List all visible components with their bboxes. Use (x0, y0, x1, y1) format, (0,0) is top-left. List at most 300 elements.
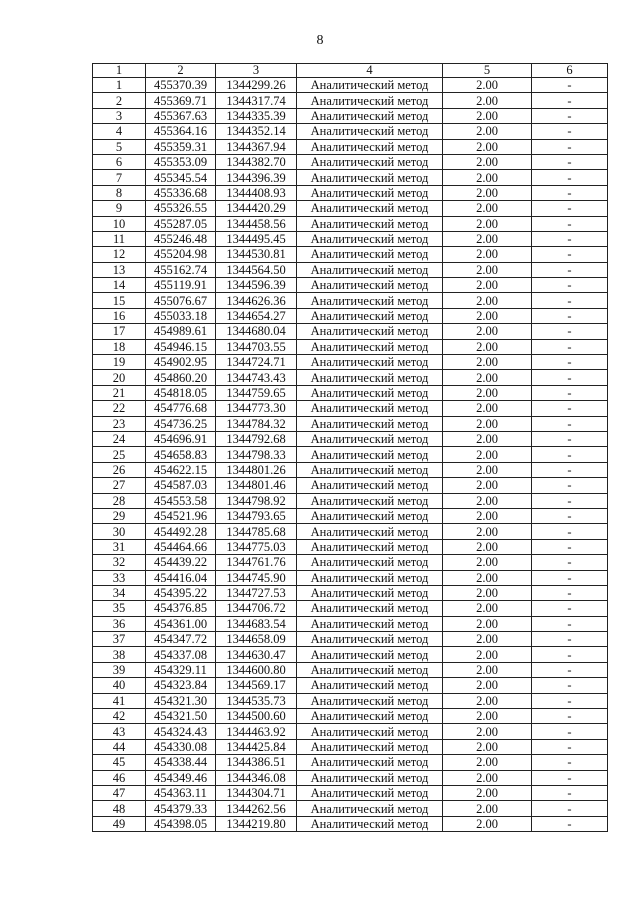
coordinate-y-cell: 1344724.71 (216, 355, 297, 370)
point-number-cell: 43 (93, 724, 146, 739)
accuracy-cell: 2.00 (443, 493, 532, 508)
coordinate-y-cell: 1344425.84 (216, 739, 297, 754)
note-cell: - (532, 401, 608, 416)
point-number-cell: 35 (93, 601, 146, 616)
method-cell: Аналитический метод (297, 539, 443, 554)
table-row (93, 93, 608, 108)
note-cell: - (532, 355, 608, 370)
coordinate-x-cell: 455353.09 (146, 154, 216, 169)
accuracy-cell: 2.00 (443, 170, 532, 185)
coordinate-x-cell: 455033.18 (146, 308, 216, 323)
coordinate-y-cell: 1344801.26 (216, 462, 297, 477)
method-cell: Аналитический метод (297, 478, 443, 493)
table-row (93, 308, 608, 323)
coordinate-x-cell: 454379.33 (146, 801, 216, 816)
table-row (93, 524, 608, 539)
accuracy-cell: 2.00 (443, 801, 532, 816)
note-cell: - (532, 601, 608, 616)
note-cell: - (532, 785, 608, 800)
coordinate-y-cell: 1344626.36 (216, 293, 297, 308)
coordinate-x-cell: 454521.96 (146, 508, 216, 523)
accuracy-cell: 2.00 (443, 632, 532, 647)
coordinate-y-cell: 1344706.72 (216, 601, 297, 616)
method-cell: Аналитический метод (297, 601, 443, 616)
coordinate-x-cell: 454416.04 (146, 570, 216, 585)
table-row (93, 231, 608, 246)
point-number-cell: 36 (93, 616, 146, 631)
coordinate-y-cell: 1344535.73 (216, 693, 297, 708)
coordinate-x-cell: 454321.50 (146, 709, 216, 724)
accuracy-cell: 2.00 (443, 139, 532, 154)
point-number-cell: 2 (93, 93, 146, 108)
method-cell: Аналитический метод (297, 785, 443, 800)
coordinate-x-cell: 454736.25 (146, 416, 216, 431)
coordinate-x-cell: 455326.55 (146, 201, 216, 216)
accuracy-cell: 2.00 (443, 462, 532, 477)
coordinate-x-cell: 455119.91 (146, 278, 216, 293)
accuracy-cell: 2.00 (443, 401, 532, 416)
table-row (93, 555, 608, 570)
note-cell: - (532, 431, 608, 446)
point-number-cell: 34 (93, 585, 146, 600)
point-number-cell: 23 (93, 416, 146, 431)
note-cell: - (532, 693, 608, 708)
accuracy-cell: 2.00 (443, 355, 532, 370)
coordinate-x-cell: 455162.74 (146, 262, 216, 277)
coordinate-x-cell: 454361.00 (146, 616, 216, 631)
coordinate-y-cell: 1344773.30 (216, 401, 297, 416)
point-number-cell: 46 (93, 770, 146, 785)
point-number-cell: 41 (93, 693, 146, 708)
point-number-cell: 17 (93, 324, 146, 339)
note-cell: - (532, 539, 608, 554)
accuracy-cell: 2.00 (443, 785, 532, 800)
method-cell: Аналитический метод (297, 416, 443, 431)
table-row (93, 478, 608, 493)
coordinate-y-cell: 1344463.92 (216, 724, 297, 739)
coordinate-y-cell: 1344745.90 (216, 570, 297, 585)
table-row (93, 601, 608, 616)
table-row (93, 709, 608, 724)
note-cell: - (532, 585, 608, 600)
table-row (93, 78, 608, 93)
coordinate-y-cell: 1344420.29 (216, 201, 297, 216)
accuracy-cell: 2.00 (443, 662, 532, 677)
point-number-cell: 10 (93, 216, 146, 231)
coordinate-y-cell: 1344304.71 (216, 785, 297, 800)
coordinate-y-cell: 1344785.68 (216, 524, 297, 539)
point-number-cell: 7 (93, 170, 146, 185)
coordinate-y-cell: 1344458.56 (216, 216, 297, 231)
coordinate-x-cell: 454658.83 (146, 447, 216, 462)
method-cell: Аналитический метод (297, 801, 443, 816)
accuracy-cell: 2.00 (443, 416, 532, 431)
coordinate-x-cell: 454989.61 (146, 324, 216, 339)
accuracy-cell: 2.00 (443, 201, 532, 216)
method-cell: Аналитический метод (297, 739, 443, 754)
accuracy-cell: 2.00 (443, 755, 532, 770)
point-number-cell: 12 (93, 247, 146, 262)
coordinate-x-cell: 455076.67 (146, 293, 216, 308)
accuracy-cell: 2.00 (443, 78, 532, 93)
method-cell: Аналитический метод (297, 201, 443, 216)
table-row (93, 770, 608, 785)
table-row (93, 585, 608, 600)
table-row (93, 801, 608, 816)
note-cell: - (532, 385, 608, 400)
accuracy-cell: 2.00 (443, 555, 532, 570)
note-cell: - (532, 308, 608, 323)
coordinate-y-cell: 1344703.55 (216, 339, 297, 354)
table-row (93, 416, 608, 431)
coordinate-y-cell: 1344262.56 (216, 801, 297, 816)
method-cell: Аналитический метод (297, 278, 443, 293)
note-cell: - (532, 293, 608, 308)
table-row (93, 678, 608, 693)
accuracy-cell: 2.00 (443, 231, 532, 246)
table-row (93, 431, 608, 446)
table-row (93, 370, 608, 385)
coordinate-x-cell: 454464.66 (146, 539, 216, 554)
point-number-cell: 16 (93, 308, 146, 323)
method-cell: Аналитический метод (297, 447, 443, 462)
point-number-cell: 21 (93, 385, 146, 400)
coordinate-y-cell: 1344743.43 (216, 370, 297, 385)
note-cell: - (532, 170, 608, 185)
table-row (93, 401, 608, 416)
point-number-cell: 33 (93, 570, 146, 585)
note-cell: - (532, 93, 608, 108)
point-number-cell: 38 (93, 647, 146, 662)
accuracy-cell: 2.00 (443, 478, 532, 493)
method-cell: Аналитический метод (297, 401, 443, 416)
point-number-cell: 47 (93, 785, 146, 800)
point-number-cell: 8 (93, 185, 146, 200)
note-cell: - (532, 262, 608, 277)
coordinate-y-cell: 1344761.76 (216, 555, 297, 570)
note-cell: - (532, 678, 608, 693)
method-cell: Аналитический метод (297, 247, 443, 262)
accuracy-cell: 2.00 (443, 647, 532, 662)
point-number-cell: 11 (93, 231, 146, 246)
coordinate-x-cell: 454946.15 (146, 339, 216, 354)
note-cell: - (532, 108, 608, 123)
point-number-cell: 6 (93, 154, 146, 169)
coordinate-x-cell: 454330.08 (146, 739, 216, 754)
table-row (93, 278, 608, 293)
table-body (93, 64, 608, 832)
accuracy-cell: 2.00 (443, 431, 532, 446)
method-cell: Аналитический метод (297, 385, 443, 400)
accuracy-cell: 2.00 (443, 108, 532, 123)
accuracy-cell: 2.00 (443, 616, 532, 631)
coordinate-y-cell: 1344798.33 (216, 447, 297, 462)
coordinate-x-cell: 454622.15 (146, 462, 216, 477)
coordinate-y-cell: 1344793.65 (216, 508, 297, 523)
accuracy-cell: 2.00 (443, 216, 532, 231)
table-row (93, 662, 608, 677)
point-number-cell: 26 (93, 462, 146, 477)
table-row (93, 339, 608, 354)
method-cell: Аналитический метод (297, 724, 443, 739)
note-cell: - (532, 416, 608, 431)
coordinate-x-cell: 454398.05 (146, 816, 216, 831)
column-header: 5 (443, 64, 532, 78)
method-cell: Аналитический метод (297, 231, 443, 246)
coordinate-x-cell: 455367.63 (146, 108, 216, 123)
coordinate-x-cell: 454553.58 (146, 493, 216, 508)
table-row (93, 816, 608, 831)
column-header: 1 (93, 64, 146, 78)
note-cell: - (532, 154, 608, 169)
note-cell: - (532, 139, 608, 154)
accuracy-cell: 2.00 (443, 385, 532, 400)
note-cell: - (532, 770, 608, 785)
coordinate-y-cell: 1344801.46 (216, 478, 297, 493)
accuracy-cell: 2.00 (443, 709, 532, 724)
note-cell: - (532, 739, 608, 754)
note-cell: - (532, 524, 608, 539)
accuracy-cell: 2.00 (443, 324, 532, 339)
method-cell: Аналитический метод (297, 324, 443, 339)
coordinate-y-cell: 1344596.39 (216, 278, 297, 293)
coordinate-x-cell: 455359.31 (146, 139, 216, 154)
point-number-cell: 28 (93, 493, 146, 508)
table-row (93, 539, 608, 554)
coordinate-y-cell: 1344335.39 (216, 108, 297, 123)
method-cell: Аналитический метод (297, 93, 443, 108)
point-number-cell: 25 (93, 447, 146, 462)
note-cell: - (532, 816, 608, 831)
coordinate-y-cell: 1344500.60 (216, 709, 297, 724)
table-row (93, 355, 608, 370)
coordinate-x-cell: 454324.43 (146, 724, 216, 739)
point-number-cell: 30 (93, 524, 146, 539)
coordinate-y-cell: 1344683.54 (216, 616, 297, 631)
accuracy-cell: 2.00 (443, 524, 532, 539)
accuracy-cell: 2.00 (443, 601, 532, 616)
coordinate-x-cell: 454492.28 (146, 524, 216, 539)
method-cell: Аналитический метод (297, 170, 443, 185)
table-row (93, 139, 608, 154)
accuracy-cell: 2.00 (443, 678, 532, 693)
method-cell: Аналитический метод (297, 462, 443, 477)
method-cell: Аналитический метод (297, 816, 443, 831)
table-row (93, 185, 608, 200)
note-cell: - (532, 324, 608, 339)
accuracy-cell: 2.00 (443, 278, 532, 293)
table-row (93, 616, 608, 631)
table-row (93, 632, 608, 647)
point-number-cell: 37 (93, 632, 146, 647)
point-number-cell: 13 (93, 262, 146, 277)
table-row (93, 154, 608, 169)
accuracy-cell: 2.00 (443, 508, 532, 523)
method-cell: Аналитический метод (297, 308, 443, 323)
coordinate-y-cell: 1344382.70 (216, 154, 297, 169)
method-cell: Аналитический метод (297, 693, 443, 708)
column-header: 6 (532, 64, 608, 78)
accuracy-cell: 2.00 (443, 339, 532, 354)
method-cell: Аналитический метод (297, 216, 443, 231)
coordinate-x-cell: 454321.30 (146, 693, 216, 708)
method-cell: Аналитический метод (297, 431, 443, 446)
coordinate-y-cell: 1344408.93 (216, 185, 297, 200)
table-row (93, 385, 608, 400)
coordinate-y-cell: 1344317.74 (216, 93, 297, 108)
table-row (93, 108, 608, 123)
coordinate-x-cell: 455246.48 (146, 231, 216, 246)
point-number-cell: 4 (93, 124, 146, 139)
method-cell: Аналитический метод (297, 632, 443, 647)
coordinate-y-cell: 1344530.81 (216, 247, 297, 262)
coordinate-x-cell: 454776.68 (146, 401, 216, 416)
point-number-cell: 22 (93, 401, 146, 416)
note-cell: - (532, 278, 608, 293)
note-cell: - (532, 231, 608, 246)
method-cell: Аналитический метод (297, 662, 443, 677)
table-row (93, 216, 608, 231)
accuracy-cell: 2.00 (443, 247, 532, 262)
method-cell: Аналитический метод (297, 755, 443, 770)
accuracy-cell: 2.00 (443, 262, 532, 277)
accuracy-cell: 2.00 (443, 724, 532, 739)
method-cell: Аналитический метод (297, 78, 443, 93)
method-cell: Аналитический метод (297, 508, 443, 523)
point-number-cell: 24 (93, 431, 146, 446)
table-row (93, 170, 608, 185)
table-row (93, 201, 608, 216)
note-cell: - (532, 216, 608, 231)
table-row (93, 293, 608, 308)
method-cell: Аналитический метод (297, 262, 443, 277)
note-cell: - (532, 647, 608, 662)
note-cell: - (532, 462, 608, 477)
point-number-cell: 19 (93, 355, 146, 370)
coordinate-y-cell: 1344346.08 (216, 770, 297, 785)
point-number-cell: 40 (93, 678, 146, 693)
method-cell: Аналитический метод (297, 678, 443, 693)
accuracy-cell: 2.00 (443, 816, 532, 831)
coordinate-x-cell: 454818.05 (146, 385, 216, 400)
note-cell: - (532, 508, 608, 523)
coordinate-y-cell: 1344798.92 (216, 493, 297, 508)
method-cell: Аналитический метод (297, 154, 443, 169)
method-cell: Аналитический метод (297, 139, 443, 154)
accuracy-cell: 2.00 (443, 293, 532, 308)
coordinate-y-cell: 1344386.51 (216, 755, 297, 770)
point-number-cell: 15 (93, 293, 146, 308)
table-row (93, 570, 608, 585)
coordinate-x-cell: 455204.98 (146, 247, 216, 262)
note-cell: - (532, 724, 608, 739)
accuracy-cell: 2.00 (443, 739, 532, 754)
method-cell: Аналитический метод (297, 585, 443, 600)
note-cell: - (532, 616, 608, 631)
coordinate-x-cell: 455364.16 (146, 124, 216, 139)
accuracy-cell: 2.00 (443, 447, 532, 462)
point-number-cell: 32 (93, 555, 146, 570)
table-row (93, 755, 608, 770)
coordinate-y-cell: 1344495.45 (216, 231, 297, 246)
point-number-cell: 14 (93, 278, 146, 293)
method-cell: Аналитический метод (297, 185, 443, 200)
method-cell: Аналитический метод (297, 555, 443, 570)
point-number-cell: 39 (93, 662, 146, 677)
accuracy-cell: 2.00 (443, 308, 532, 323)
note-cell: - (532, 755, 608, 770)
note-cell: - (532, 709, 608, 724)
note-cell: - (532, 662, 608, 677)
method-cell: Аналитический метод (297, 770, 443, 785)
coordinate-x-cell: 454338.44 (146, 755, 216, 770)
accuracy-cell: 2.00 (443, 154, 532, 169)
point-number-cell: 20 (93, 370, 146, 385)
note-cell: - (532, 447, 608, 462)
method-cell: Аналитический метод (297, 293, 443, 308)
coordinates-table (92, 63, 608, 832)
table-row (93, 493, 608, 508)
coordinate-y-cell: 1344658.09 (216, 632, 297, 647)
method-cell: Аналитический метод (297, 355, 443, 370)
coordinate-y-cell: 1344600.80 (216, 662, 297, 677)
point-number-cell: 29 (93, 508, 146, 523)
point-number-cell: 1 (93, 78, 146, 93)
coordinate-y-cell: 1344396.39 (216, 170, 297, 185)
point-number-cell: 5 (93, 139, 146, 154)
coordinate-x-cell: 455345.54 (146, 170, 216, 185)
page-number: 8 (316, 33, 324, 48)
coordinate-x-cell: 454347.72 (146, 632, 216, 647)
column-header: 2 (146, 64, 216, 78)
accuracy-cell: 2.00 (443, 185, 532, 200)
header-row (93, 64, 608, 78)
coordinate-x-cell: 454902.95 (146, 355, 216, 370)
coordinate-x-cell: 455369.71 (146, 93, 216, 108)
coordinate-x-cell: 454439.22 (146, 555, 216, 570)
accuracy-cell: 2.00 (443, 93, 532, 108)
coordinate-x-cell: 454323.84 (146, 678, 216, 693)
coordinate-x-cell: 454363.11 (146, 785, 216, 800)
method-cell: Аналитический метод (297, 647, 443, 662)
coordinate-y-cell: 1344759.65 (216, 385, 297, 400)
point-number-cell: 31 (93, 539, 146, 554)
method-cell: Аналитический метод (297, 524, 443, 539)
column-header: 3 (216, 64, 297, 78)
coordinate-y-cell: 1344727.53 (216, 585, 297, 600)
note-cell: - (532, 124, 608, 139)
point-number-cell: 3 (93, 108, 146, 123)
coordinate-y-cell: 1344569.17 (216, 678, 297, 693)
method-cell: Аналитический метод (297, 108, 443, 123)
table-row (93, 447, 608, 462)
coordinate-y-cell: 1344654.27 (216, 308, 297, 323)
table-row (93, 739, 608, 754)
note-cell: - (532, 632, 608, 647)
table-row (93, 247, 608, 262)
note-cell: - (532, 78, 608, 93)
coordinate-y-cell: 1344630.47 (216, 647, 297, 662)
table-row (93, 124, 608, 139)
coordinate-x-cell: 454696.91 (146, 431, 216, 446)
point-number-cell: 42 (93, 709, 146, 724)
coordinate-x-cell: 455370.39 (146, 78, 216, 93)
table-row (93, 785, 608, 800)
point-number-cell: 48 (93, 801, 146, 816)
method-cell: Аналитический метод (297, 493, 443, 508)
table-row (93, 693, 608, 708)
coordinate-y-cell: 1344775.03 (216, 539, 297, 554)
